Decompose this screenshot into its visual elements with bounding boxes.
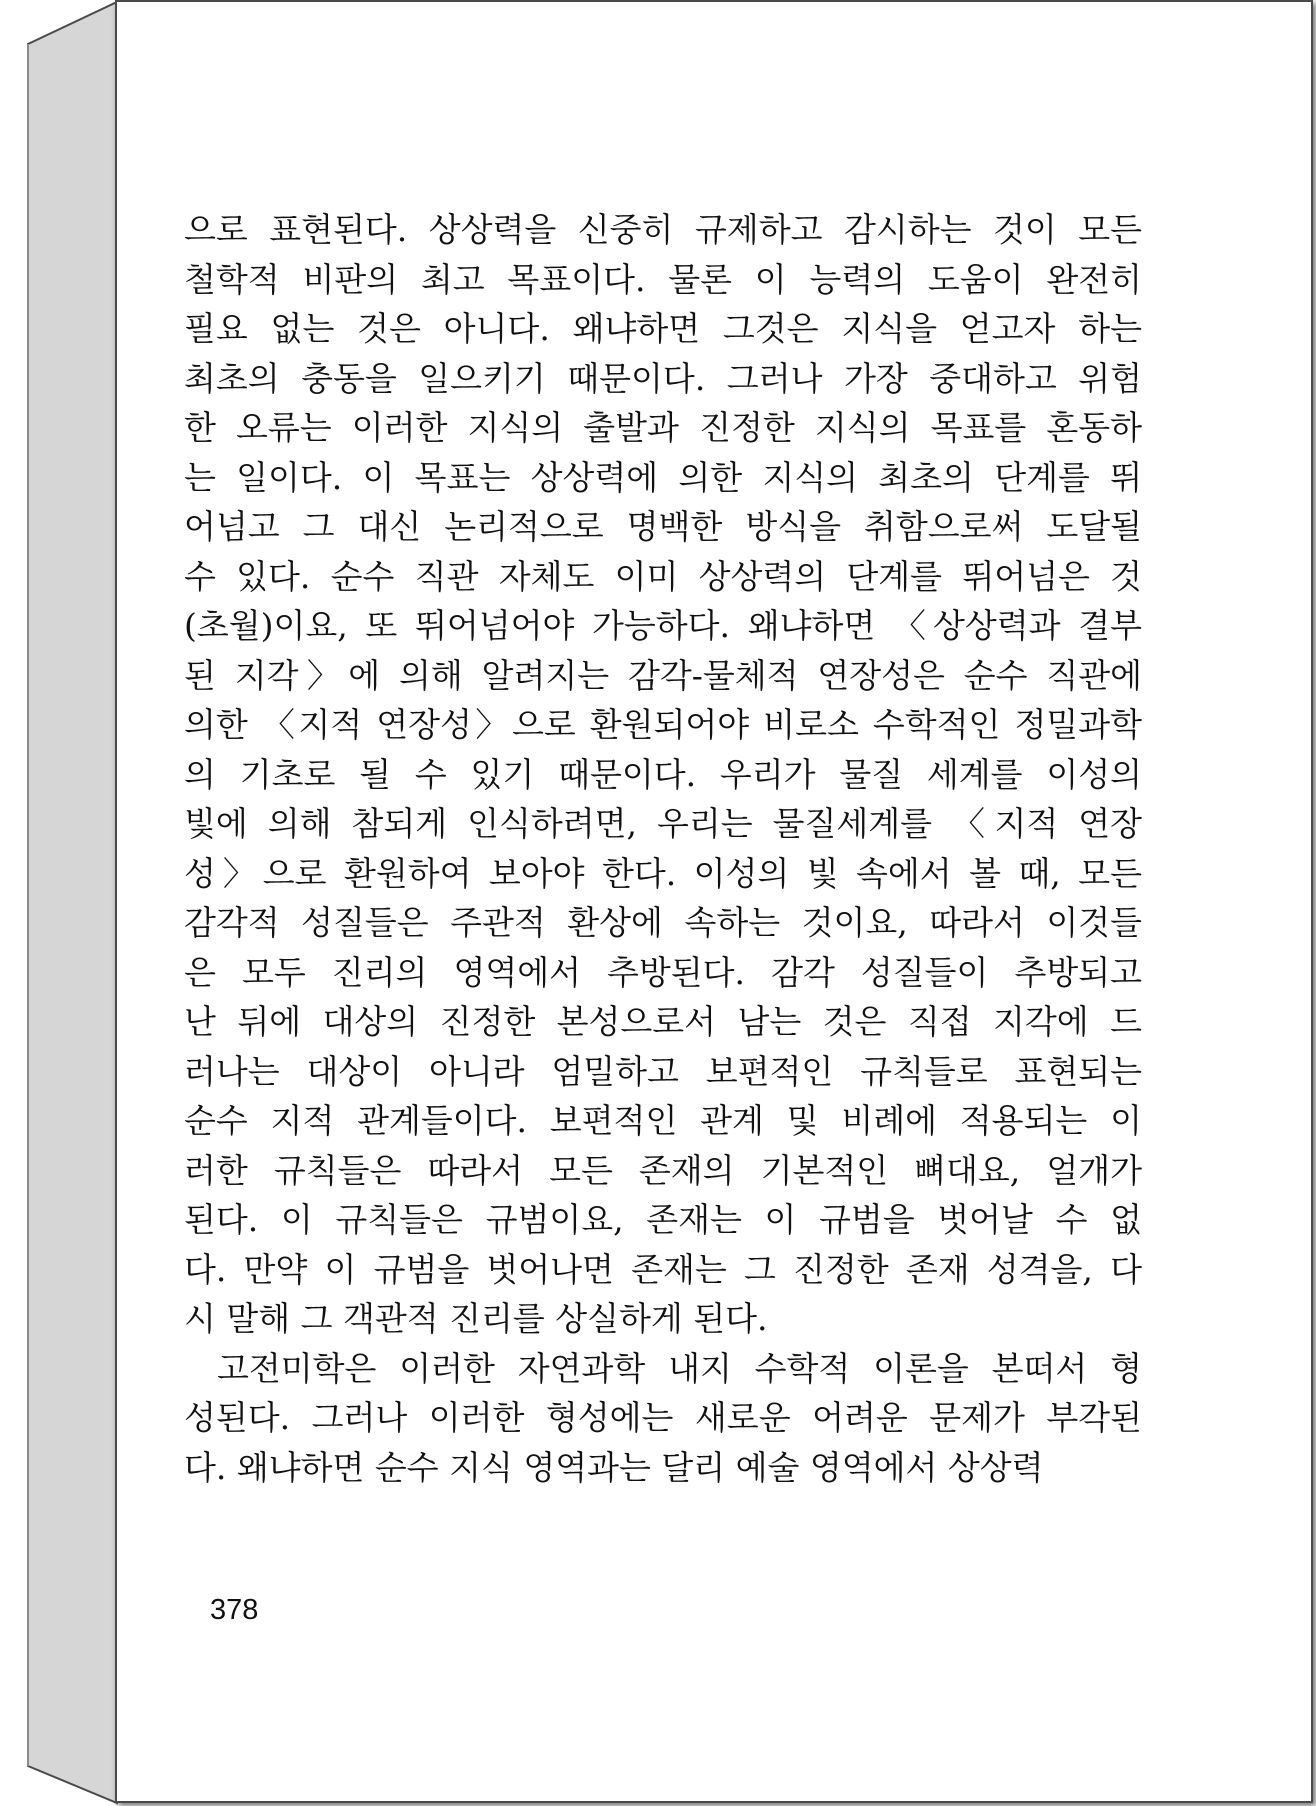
text-line: 된다. 이 규칙들은 규범이요, 존재는 이 규범을 벗어날 수 없 [184,1200,1142,1239]
text-line: 필요 없는 것은 아니다. 왜냐하면 그것은 지식을 얻고자 하는 [184,309,1142,348]
text-line: 한 오류는 이러한 지식의 출발과 진정한 지식의 목표를 혼동하 [184,408,1142,447]
text-line: 러한 규칙들은 따라서 모든 존재의 기본적인 뼈대요, 얼개가 [184,1150,1142,1190]
text-line: 의 기초로 될 수 있기 때문이다. 우리가 물질 세계를 이성의 [184,754,1142,794]
text-line: 시 말해 그 객관적 진리를 상실하게 된다. [184,1299,768,1338]
text-line: 난 뒤에 대상의 진정한 본성으로서 남는 것은 직접 지각에 드 [184,1002,1142,1041]
page-number: 378 [210,1594,259,1626]
text-line: 성〉으로 환원하여 보아야 한다. 이성의 빛 속에서 볼 때, 모든 [184,853,1142,893]
text-line: 빛에 의해 참되게 인식하려면, 우리는 물질세계를 〈지적 연장 [184,804,1142,843]
text-line: 은 모두 진리의 영역에서 추방된다. 감각 성질들이 추방되고 [184,952,1142,992]
text-line: 의한 〈지적 연장성〉으로 환원되어야 비로소 수학적인 정밀과학 [184,705,1142,744]
text-line: 으로 표현된다. 상상력을 신중히 규제하고 감시하는 것이 모든 [184,210,1142,249]
text-line: (초월)이요, 또 뛰어넘어야 가능하다. 왜냐하면 〈상상력과 결부 [184,606,1142,645]
text-line: 고전미학은 이러한 자연과학 내지 수학적 이론을 본떠서 형 [217,1348,1142,1388]
text-line: 최초의 충동을 일으키기 때문이다. 그러나 가장 중대하고 위험 [184,358,1142,398]
body-text [184,205,1142,1492]
text-line: 감각적 성질들은 주관적 환상에 속하는 것이요, 따라서 이것들 [184,903,1142,942]
text-line: 는 일이다. 이 목표는 상상력에 의한 지식의 최초의 단계를 뛰 [184,457,1142,497]
text-line: 순수 지적 관계들이다. 보편적인 관계 및 비례에 적용되는 이 [184,1101,1142,1140]
text-line: 성된다. 그러나 이러한 형성에는 새로운 어려운 문제가 부각된 [184,1398,1142,1437]
text-line: 어넘고 그 대신 논리적으로 명백한 방식을 취함으로써 도달될 [184,507,1142,546]
text-line: 된 지각〉에 의해 알려지는 감각-물체적 연장성은 순수 직관에 [184,655,1142,695]
text-line: 수 있다. 순수 직관 자체도 이미 상상력의 단계를 뛰어넘은 것 [184,556,1142,596]
text-line: 다. 왜냐하면 순수 지식 영역과는 달리 예술 영역에서 상상력 [184,1447,1044,1487]
text-line: 다. 만약 이 규범을 벗어나면 존재는 그 진정한 존재 성격을, 다 [184,1249,1142,1289]
text-line: 철학적 비판의 최고 목표이다. 물론 이 능력의 도움이 완전히 [184,259,1142,299]
text-line: 러나는 대상이 아니라 엄밀하고 보편적인 규칙들로 표현되는 [184,1051,1142,1091]
